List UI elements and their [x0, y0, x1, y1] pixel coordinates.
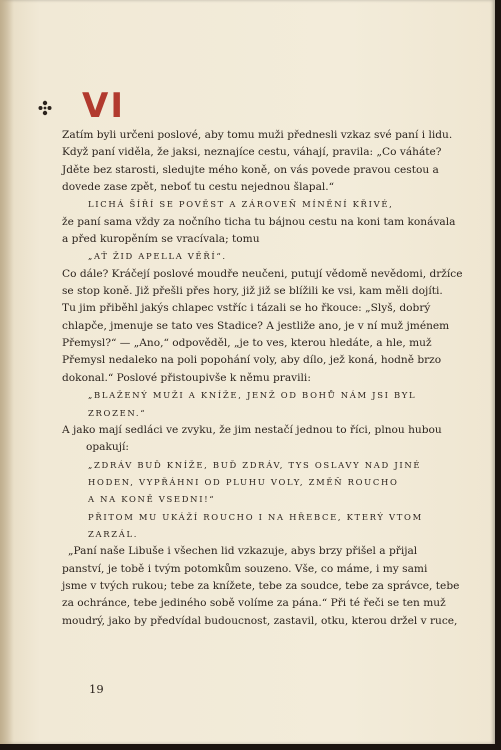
chapter-heading: VI — [82, 86, 125, 126]
text-line: dokonal.“ Poslové přistoupivše k němu pravili: — [62, 371, 311, 384]
fleuron-ornament-icon — [38, 100, 52, 116]
text-line: že paní sama vždy za nočního ticha tu bájnou cestu na koni tam konávala — [62, 215, 456, 228]
text-line: ZROZEN.“ — [88, 407, 147, 418]
text-line: a před kuropěním se vracívala; tomu — [62, 233, 260, 246]
text-line: moudrý, jako by předvídal budoucnost, zastavil, otku, kterou držel v ruce, — [62, 614, 458, 627]
text-line: „BLAŽENÝ MUŽI A KNÍŽE, JENŽ OD BOHŮ NÁM JSI BYL — [88, 390, 417, 401]
text-line: „ZDRÁV BUĎ KNÍŽE, BUĎ ZDRÁV, TYS OSLAVY NAD JINÉ — [88, 459, 422, 470]
text-line: opakují: — [86, 441, 129, 454]
text-line: panství, je tobě i tvým potomkům souzeno. Vše, co máme, i my sami — [62, 562, 428, 575]
text-line: HODEN, VYPŘÁHNI OD PLUHU VOLY, ZMĚŇ ROUCHO — [88, 476, 399, 487]
text-line: „AŤ ŽID APELLA VĚŘÍ“. — [88, 251, 227, 262]
text-line: jsme v tvých rukou; tebe za knížete, tebe za soudce, tebe za správce, tebe — [62, 579, 460, 592]
text-line: „Paní naše Libuše i všechen lid vzkazuje, abys brzy přišel a přijal — [68, 545, 418, 558]
text-line: Když paní viděla, že jaksi, neznajíce cestu, váhají, pravila: „Co váháte? — [62, 146, 442, 159]
text-line: LICHÁ ŠÍŘÍ SE POVĚST A ZÁROVEŇ MÍNĚNÍ KŘIVÉ, — [88, 199, 394, 210]
text-line: dovede zase zpět, neboť tu cestu nejednou šlapal.“ — [62, 181, 335, 194]
text-line: Přemysl nedaleko na poli popohání voly, aby dílo, jež koná, hodně brzo — [62, 354, 442, 367]
text-line: se stop koně. Již přešli přes hory, již již se blížili ke vsi, kam měli dojíti. — [62, 285, 443, 298]
page-gutter — [0, 0, 14, 744]
text-line: za ochránce, tebe jediného sobě volíme za pána.“ Při té řeči se ten muž — [62, 597, 446, 610]
text-line: A NA KONĚ VSEDNI!“ — [88, 494, 216, 505]
text-line: PŘITOM MU UKÁŽÍ ROUCHO I NA HŘEBCE, KTERÝ VTOM — [88, 511, 423, 522]
text-line: ZARZÁL. — [88, 528, 139, 539]
text-line: A jako mají sedláci ve zvyku, že jim nestačí jednou to říci, plnou hubou — [62, 423, 442, 436]
text-line: Tu jim přiběhl jakýs chlapec vstříc i tázali se ho řkouce: „Slyš, dobrý — [62, 302, 431, 315]
text-line: chlapče, jmenuje se tato ves Stadice? A jestliže ano, je v ní muž jménem — [62, 319, 450, 332]
body-text — [62, 127, 463, 630]
page-number: 19 — [89, 682, 104, 696]
text-line: Co dále? Kráčejí poslové moudře neučeni, putují vědomě nevědomi, držíce — [62, 267, 463, 280]
text-line: Zatím byli určeni poslové, aby tomu muži přednesli vzkaz své paní i lidu. — [62, 129, 453, 141]
text-line: Přemysl?“ — „Ano,“ odpověděl, „je to ves, kterou hledáte, a hle, muž — [62, 337, 432, 350]
text-line: Jděte bez starosti, sledujte mého koně, on vás povede pravou cestou a — [62, 163, 439, 176]
